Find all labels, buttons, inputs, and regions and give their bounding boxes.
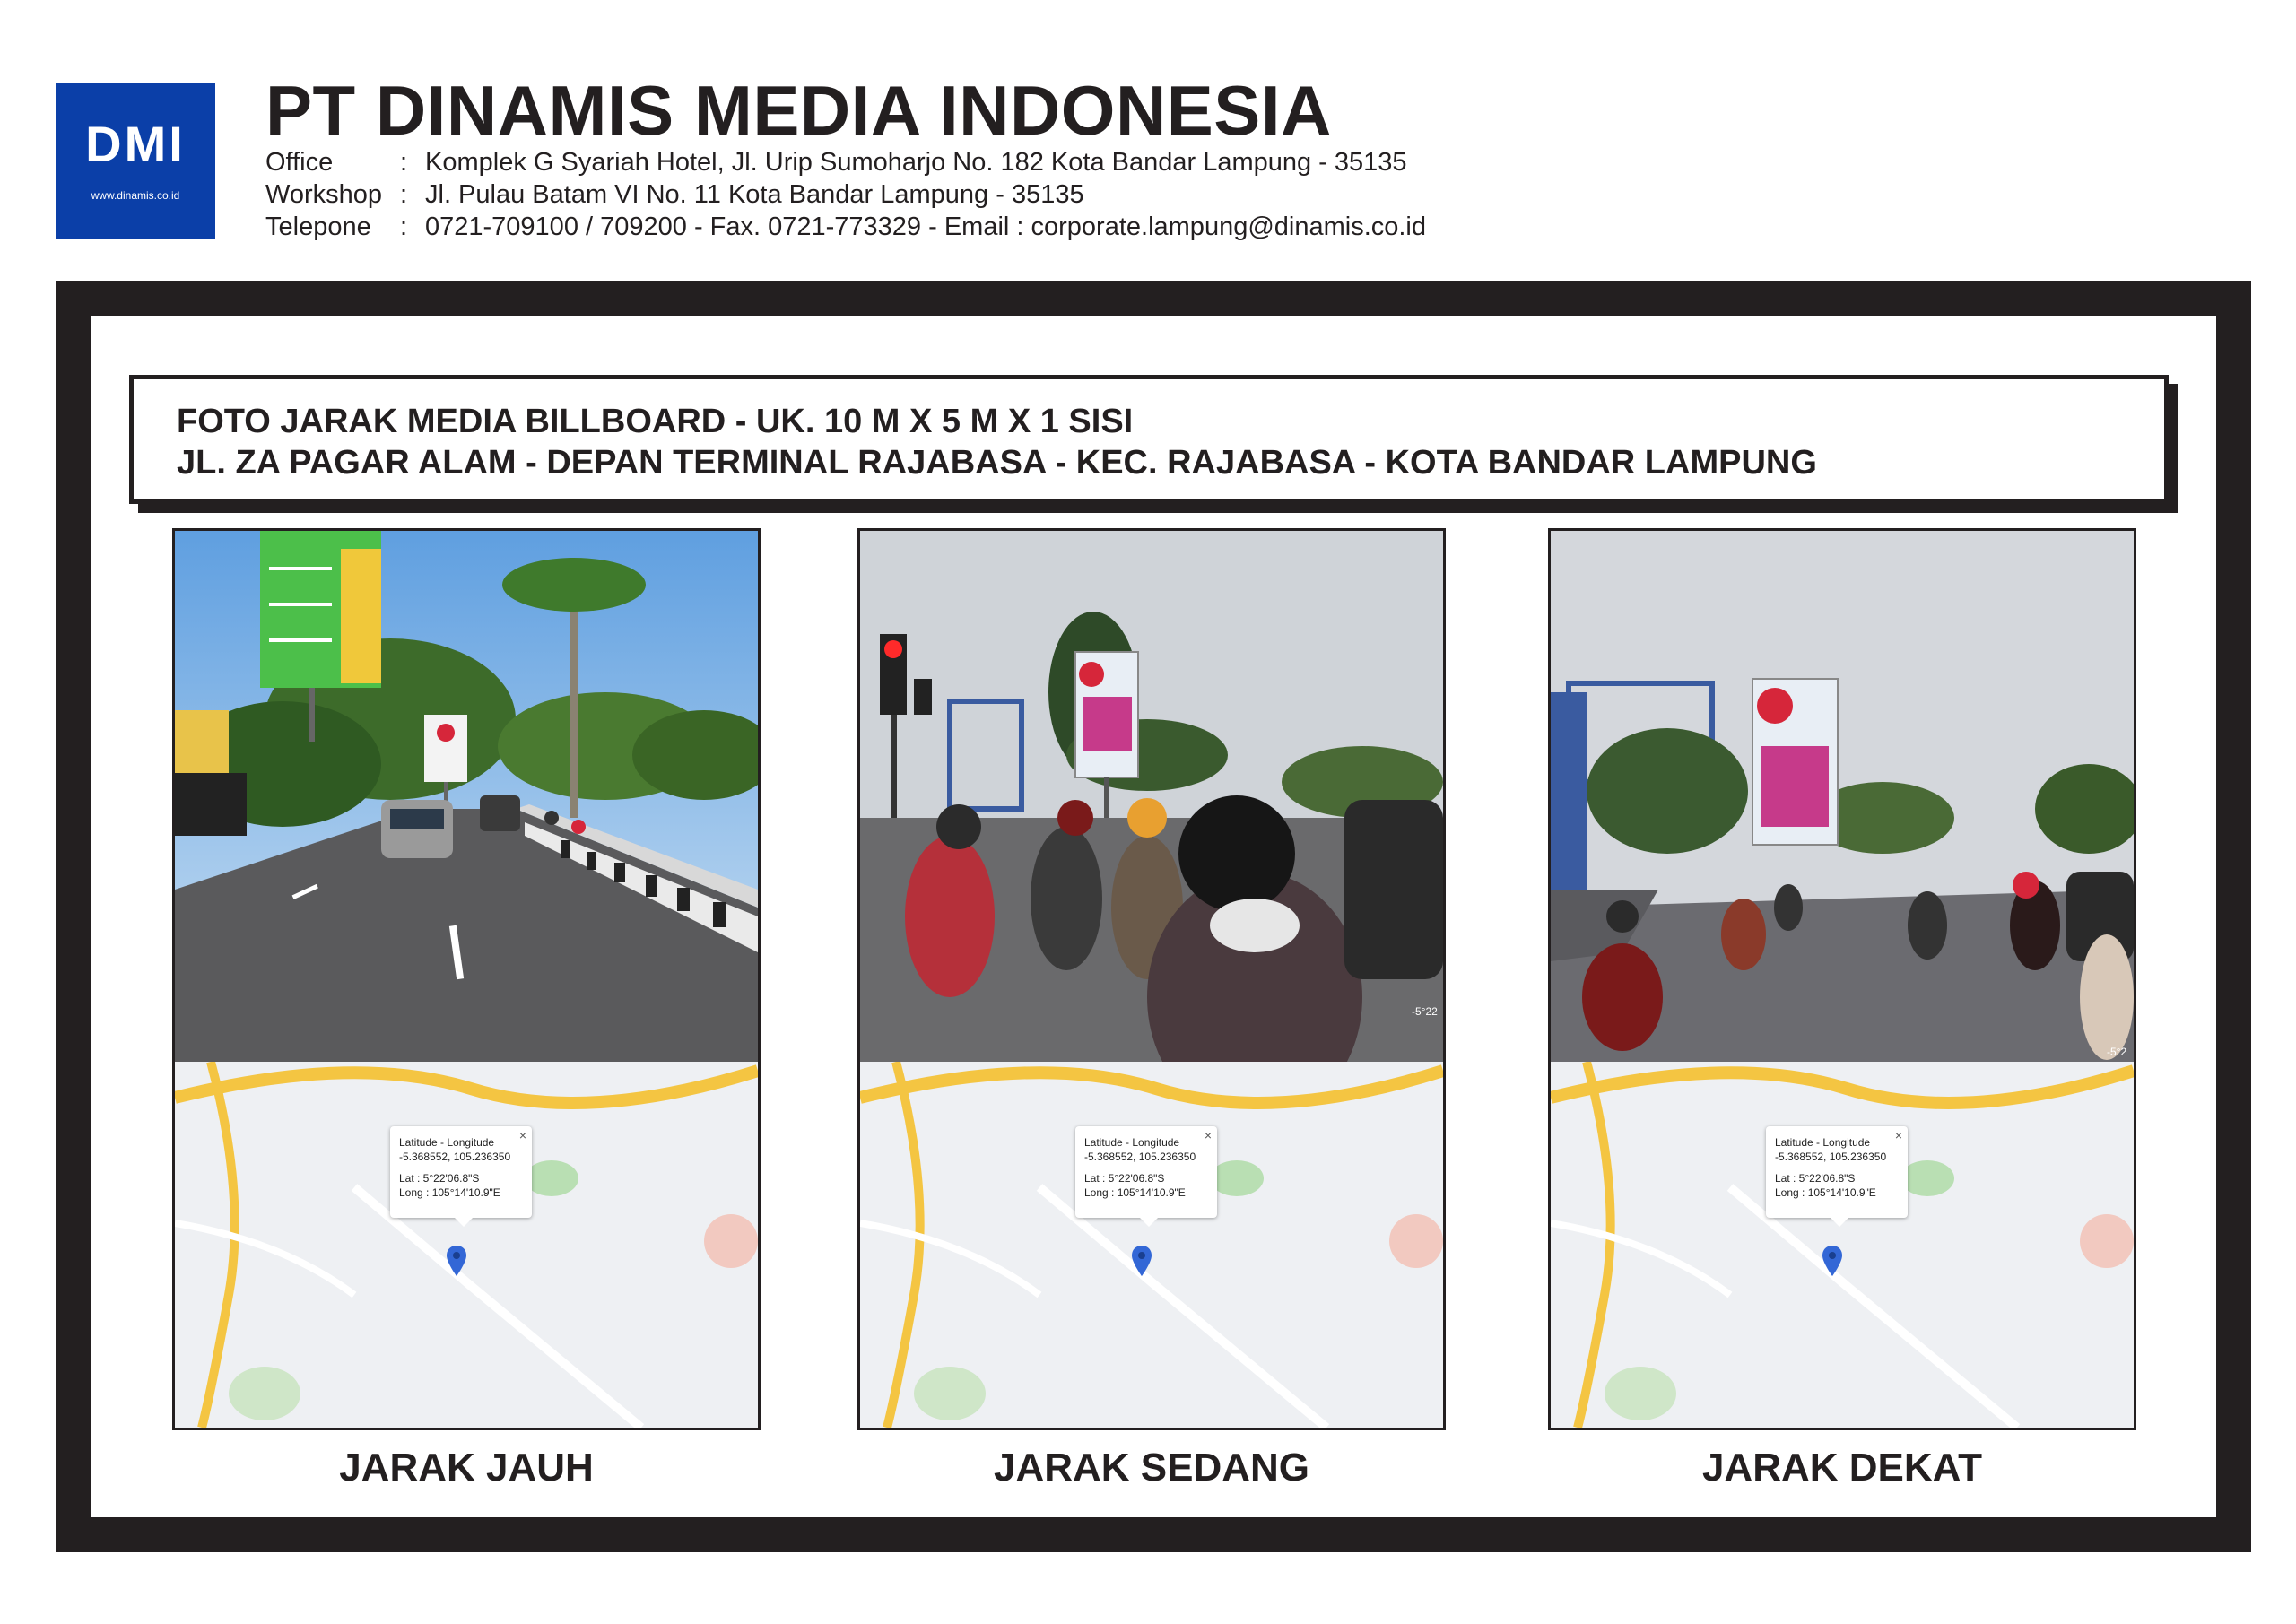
- close-icon[interactable]: ×: [518, 1128, 526, 1142]
- popup-long: Long : 105°14'10.9"E: [1775, 1186, 1876, 1199]
- map-popup: [1766, 1126, 1908, 1218]
- info-value: 0721-709100 / 709200 - Fax. 0721-773329 - Email : corporate.lampung@dinamis.co.id: [425, 213, 1427, 241]
- svg-text:-5°2: -5°2: [2107, 1046, 2127, 1058]
- panel-jarak-sedang: [857, 528, 1446, 1430]
- info-row-office: [265, 146, 1426, 178]
- info-value: Komplek G Syariah Hotel, Jl. Urip Sumoharjo No. 182 Kota Bandar Lampung - 35135: [425, 148, 1407, 177]
- info-colon: :: [400, 213, 408, 241]
- title-line-2: JL. ZA PAGAR ALAM - DEPAN TERMINAL RAJABASA - KEC. RAJABASA - KOTA BANDAR LAMPUNG: [177, 444, 1817, 482]
- title-box: [129, 375, 2169, 504]
- info-row-telepone: [265, 211, 1426, 243]
- popup-coords: -5.368552, 105.236350: [1775, 1151, 1887, 1163]
- map-jarak-jauh: [175, 1062, 758, 1428]
- info-label: Office: [265, 148, 334, 177]
- info-label: Workshop: [265, 180, 383, 209]
- popup-coords: -5.368552, 105.236350: [1084, 1151, 1196, 1163]
- panel-jarak-jauh: [172, 528, 761, 1430]
- popup-lat: Lat : 5°22'06.8"S: [399, 1172, 480, 1185]
- map-jarak-sedang: [860, 1062, 1443, 1428]
- caption-jarak-dekat: JARAK DEKAT: [1701, 1446, 1983, 1489]
- photo-jarak-dekat: [1551, 531, 2134, 1062]
- info-colon: :: [400, 180, 408, 209]
- map-popup: [1075, 1126, 1217, 1218]
- popup-coords: -5.368552, 105.236350: [399, 1151, 511, 1163]
- caption-jarak-sedang: JARAK SEDANG: [993, 1446, 1310, 1489]
- photo-jarak-jauh: [175, 531, 758, 1062]
- map-popup: [390, 1126, 532, 1218]
- logo-text: DMI: [85, 116, 186, 172]
- close-icon[interactable]: ×: [1204, 1128, 1212, 1142]
- popup-lat: Lat : 5°22'06.8"S: [1084, 1172, 1165, 1185]
- info-row-workshop: [265, 178, 1426, 211]
- title-line-1: FOTO JARAK MEDIA BILLBOARD - UK. 10 M X 5 M X 1 SISI: [177, 403, 1134, 440]
- info-colon: :: [400, 148, 408, 177]
- company-logo: [56, 83, 215, 239]
- logo-url: www.dinamis.co.id: [91, 189, 180, 202]
- popup-long: Long : 105°14'10.9"E: [1084, 1186, 1186, 1199]
- panel-jarak-dekat: [1548, 528, 2136, 1430]
- map-pin-icon: [447, 1246, 466, 1276]
- popup-long: Long : 105°14'10.9"E: [399, 1186, 500, 1199]
- svg-text:-5°22: -5°22: [1412, 1005, 1438, 1018]
- company-info: [265, 146, 1426, 243]
- photo-jarak-sedang: [860, 531, 1443, 1062]
- info-label: Telepone: [265, 213, 371, 241]
- popup-heading: Latitude - Longitude: [1084, 1136, 1180, 1149]
- company-name: PT DINAMIS MEDIA INDONESIA: [265, 71, 1332, 150]
- map-pin-icon: [1822, 1246, 1842, 1276]
- map-pin-icon: [1132, 1246, 1152, 1276]
- popup-heading: Latitude - Longitude: [1775, 1136, 1871, 1149]
- popup-lat: Lat : 5°22'06.8"S: [1775, 1172, 1856, 1185]
- map-jarak-dekat: [1551, 1062, 2134, 1428]
- close-icon[interactable]: ×: [1894, 1128, 1902, 1142]
- popup-heading: Latitude - Longitude: [399, 1136, 495, 1149]
- caption-jarak-jauh: JARAK JAUH: [339, 1446, 594, 1489]
- info-value: Jl. Pulau Batam VI No. 11 Kota Bandar Lampung - 35135: [425, 180, 1084, 209]
